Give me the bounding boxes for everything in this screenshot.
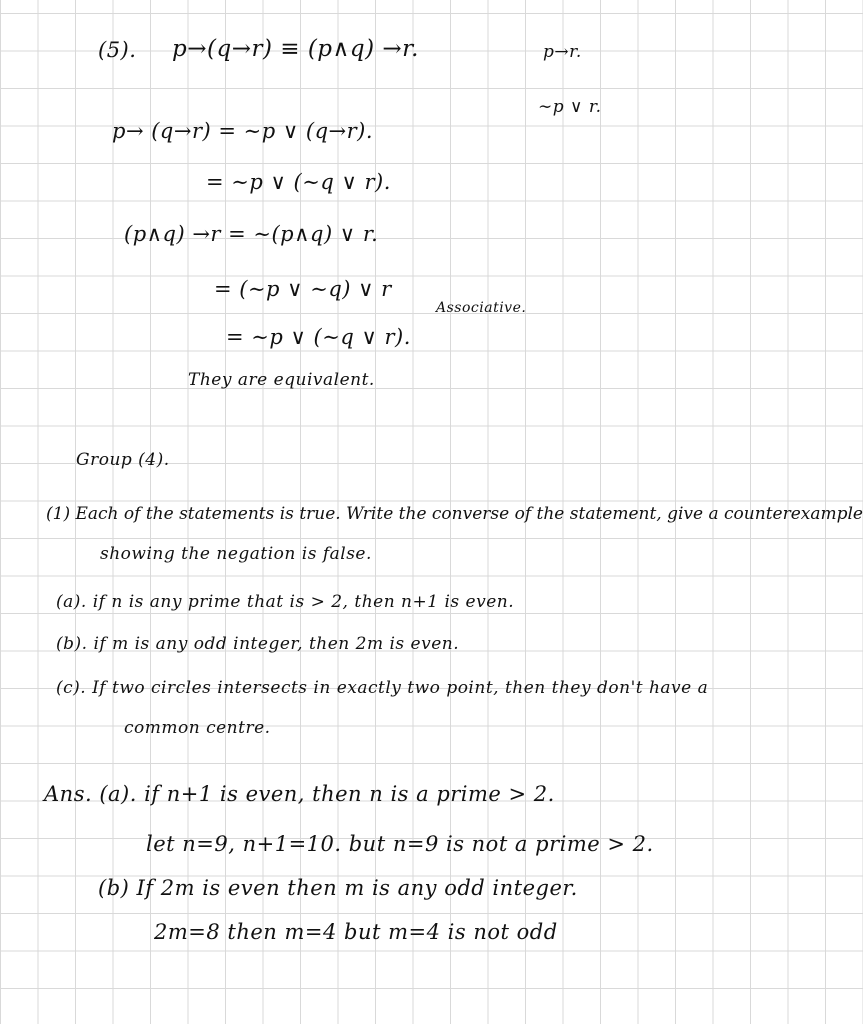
derivation-step-5: = ∼p ∨ (∼q ∨ r). — [226, 325, 411, 349]
question-item-c-line-2: common centre. — [124, 718, 271, 738]
answer-a-line-2: let n=9, n+1=10. but n=9 is not a prime > 2. — [146, 832, 654, 856]
group-4-heading: Group (4). — [76, 450, 170, 470]
derivation-step-1: p→ (q→r) = ∼p ∨ (q→r). — [112, 119, 374, 143]
section-5-statement: p→(q→r) ≡ (p∧q) →r. — [172, 36, 419, 62]
section-5-heading: (5). — [98, 38, 137, 62]
equivalence-conclusion: They are equivalent. — [188, 370, 375, 390]
question-1-prompt-line-1: (1) Each of the statements is true. Write the converse of the statement, give a counterexample — [46, 504, 863, 524]
side-note-not-p-or-r: ∼p ∨ r. — [538, 97, 602, 117]
derivation-step-4: = (∼p ∨ ∼q) ∨ r — [214, 277, 392, 301]
associative-label: Associative. — [436, 300, 527, 316]
side-note-p-implies-r: p→r. — [543, 42, 582, 62]
answer-b-line-1: (b) If 2m is even then m is any odd integer. — [98, 876, 578, 900]
question-item-c-line-1: (c). If two circles intersects in exactly two point, then they don't have a — [56, 678, 709, 698]
derivation-step-2: = ∼p ∨ (∼q ∨ r). — [206, 170, 391, 194]
question-item-b: (b). if m is any odd integer, then 2m is even. — [56, 634, 460, 654]
answer-b-line-2: 2m=8 then m=4 but m=4 is not odd — [154, 920, 558, 944]
question-item-a: (a). if n is any prime that is > 2, then n+1 is even. — [56, 592, 515, 612]
derivation-step-3: (p∧q) →r = ∼(p∧q) ∨ r. — [124, 222, 379, 246]
answer-a-line-1: Ans. (a). if n+1 is even, then n is a prime > 2. — [44, 782, 555, 806]
question-1-prompt-line-2: showing the negation is false. — [100, 544, 372, 564]
